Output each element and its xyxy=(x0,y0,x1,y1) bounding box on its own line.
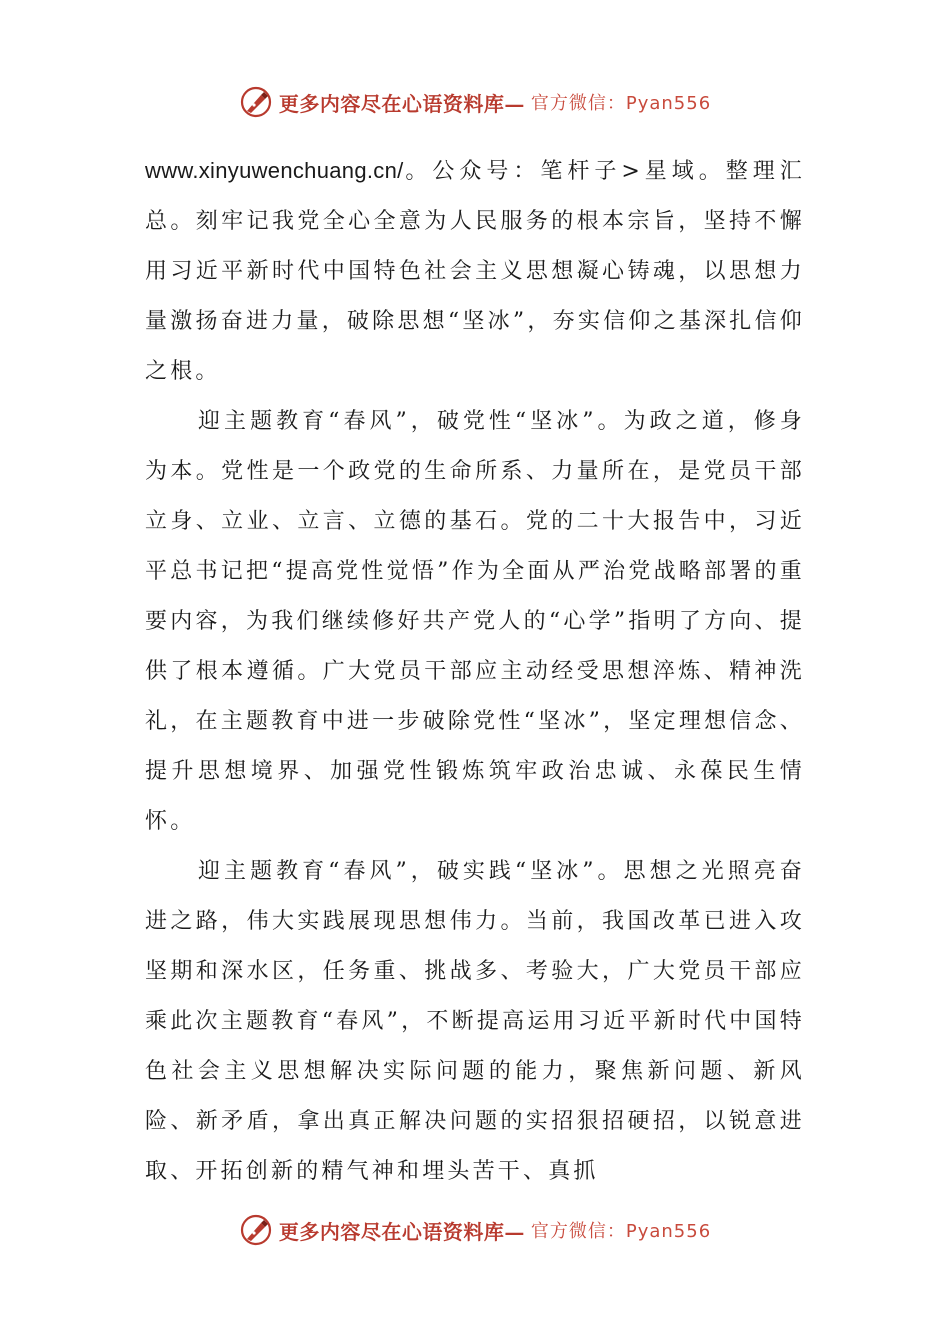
contact-text: 官方微信：Pyan556 xyxy=(530,93,712,114)
paragraph-1-text: 。公众号：笔杆子>星域。整理汇总。刻牢记我党全心全意为人民服务的根本宗旨，坚持不懈用习近平新时代中国特色社会主义思想凝心铸魂，以思想力量激扬奋进力量，破除思想“坚冰”，夯实信仰之基深扎信仰之根。 xyxy=(145,159,805,384)
source-url: www.xinyuwenchuang.cn/ xyxy=(145,158,404,183)
pen-nib-logo-icon xyxy=(239,1213,273,1247)
brand-text: 更多内容尽在心语资料库— xyxy=(278,91,525,116)
paragraph-3: 迎主题教育“春风”，破实践“坚冰”。思想之光照亮奋进之路，伟大实践展现思想伟力。当前，我国改革已进入攻坚期和深水区，任务重、挑战多、考验大，广大党员干部应乘此次主题教育“春风”，不断提高运用习近平新时代中国特色社会主义思想解决实际问题的能力，聚焦新问题、新风险、新矛盾，拿出真正解决问题的实招狠招硬招，以锐意进取、开拓创新的精气神和埋头苦干、真抓 xyxy=(145,859,805,1184)
header-banner xyxy=(0,80,950,124)
paragraph-2: 迎主题教育“春风”，破党性“坚冰”。为政之道，修身为本。党性是一个政党的生命所系、力量所在，是党员干部立身、立业、立言、立德的基石。党的二十大报告中，习近平总书记把“提高党性觉悟”作为全面从严治党战略部署的重要内容，为我们继续修好共产党人的“心学”指明了方向、提供了根本遵循。广大党员干部应主动经受思想淬炼、精神洗礼，在主题教育中进一步破除党性“坚冰”，坚定理想信念、提升思想境界、加强党性锻炼筑牢政治忠诚、永葆民生情怀。 xyxy=(145,409,805,834)
footer-banner xyxy=(0,1208,950,1252)
brand-text: 更多内容尽在心语资料库— xyxy=(278,1219,525,1244)
pen-nib-logo-icon xyxy=(239,85,273,119)
paragraph-1 xyxy=(145,146,805,397)
contact-text: 官方微信：Pyan556 xyxy=(530,1221,712,1242)
document-body xyxy=(145,146,805,1197)
